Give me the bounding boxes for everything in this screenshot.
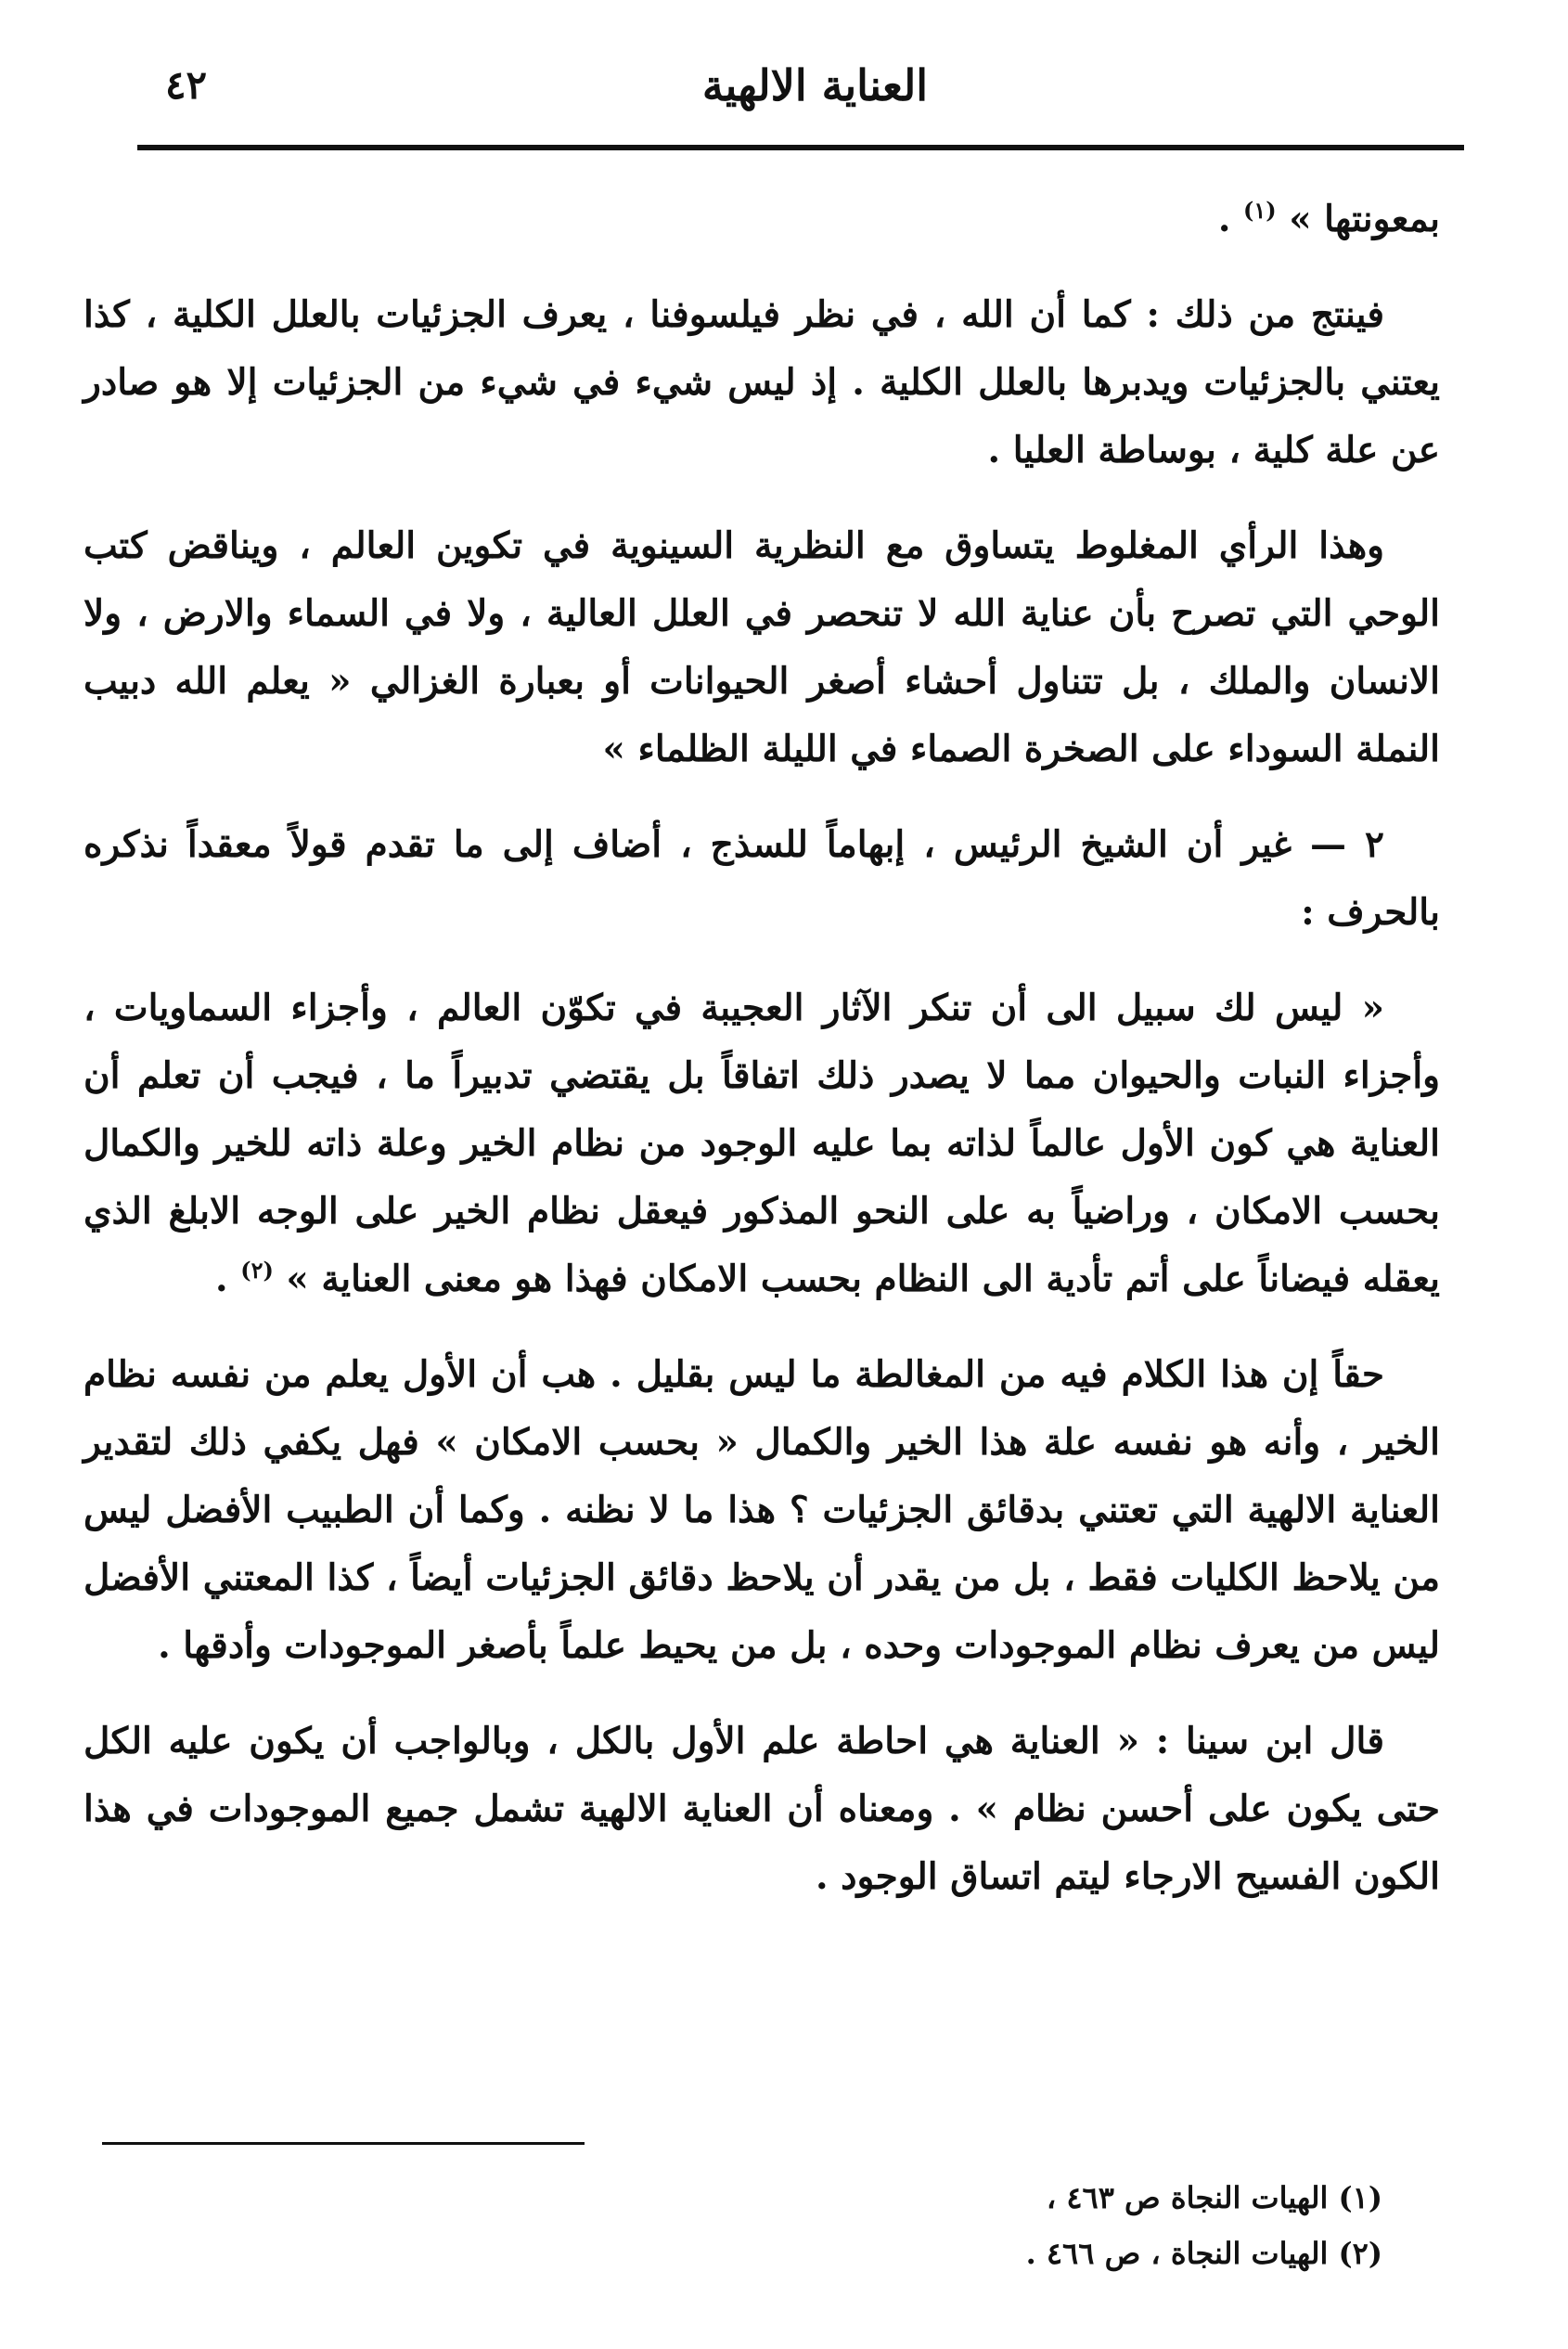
paragraph: حقاً إن هذا الكلام فيه من المغالطة ما ليس بقليل . هب أن الأول يعلم من نفسه نظام الخير ، وأنه هو نفسه علة هذا الخير والكمال « بحسب الامكان » فهل يكفي ذلك لتقدير العناية الالهية التي تعتني بدقائق الجزئيات ؟ هذا ما لا نظنه . وكما أن الطبيب الأفضل ليس من يلاحظ الكليات فقط ، بل من يقدر أن يلاحظ دقائق الجزئيات أيضاً ، كذا المعتني الأفضل ليس من يعرف نظام الموجودات وحده ، بل من يحيط علماً بأصغر الموجودات وأدقها . — [84, 1353, 1440, 1667]
paragraph: قال ابن سينا : « العناية هي احاطة علم الأول بالكل ، وبالواجب أن يكون عليه الكل حتى يكون على أحسن نظام » . ومعناه أن العناية الالهية تشمل جميع الموجودات في هذا الكون الفسيح الارجاء ليتم اتساق الوجود . — [84, 1720, 1440, 1898]
footnote-2: (٢) الهيات النجاة ، ص ٤٦٦ . — [1025, 2236, 1382, 2271]
footnote-divider — [102, 2142, 585, 2145]
footnote-ref-2: (٢) — [240, 1257, 274, 1284]
paragraph: وهذا الرأي المغلوط يتساوق مع النظرية السينوية في تكوين العالم ، ويناقض كتب الوحي التي تصرح بأن عناية الله لا تنحصر في العلل العالية ، ولا في السماء والارض ، ولا الانسان والملك ، بل تتناول أحشاء أصغر الحيوانات أو بعبارة الغزالي « يعلم الله دبيب النملة السوداء على الصخرة الصماء في الليلة الظلماء » — [84, 524, 1440, 770]
body-text — [84, 186, 1440, 1939]
paragraph-continuation: بمعونتها » $^{(١)}$ . — [1217, 197, 1440, 240]
paragraph: فينتج من ذلك : كما أن الله ، في نظر فيلسوفنا ، يعرف الجزئيات بالعلل الكلية ، كذا يعتني بالجزئيات ويدبرها بالعلل الكلية . إذ ليس شيء في شيء من الجزئيات إلا هو صادر عن علة كلية ، بوساطة العليا . — [84, 293, 1440, 471]
running-title: العناية الالهية — [701, 60, 928, 110]
block-quote: « ليس لك سبيل الى أن تنكر الآثار العجيبة في تكوّن العالم ، وأجزاء السماويات ، وأجزاء النبات والحيوان مما لا يصدر ذلك اتفاقاً بل يقتضي تدبيراً ما ، فيجب أن تعلم أن العناية هي كون الأول عالماً لذاته بما عليه الوجود من نظام الخير وعلة ذاته للخير والكمال بحسب الامكان ، وراضياً به على النحو المذكور فيعقل نظام الخير على الوجه الابلغ الذي يعقله فيضاناً على أتم تأدية الى النظام بحسب الامكان فهذا هو معنى العناية » $^{(٢)}$ . — [84, 987, 1440, 1300]
footnote-1: (١) الهيات النجاة ص ٤٦٣ ، — [1046, 2180, 1382, 2215]
footnote-ref-1: (١) — [1243, 197, 1277, 224]
header-divider — [137, 145, 1464, 150]
page-header — [130, 58, 1475, 113]
paragraph-numbered: ٢ — غير أن الشيخ الرئيس ، إبهاماً للسذج ، أضاف إلى ما تقدم قولاً معقداً نذكره بالحرف : — [84, 823, 1440, 934]
footnotes — [102, 2170, 1438, 2281]
page-number: ٤٢ — [165, 62, 208, 108]
